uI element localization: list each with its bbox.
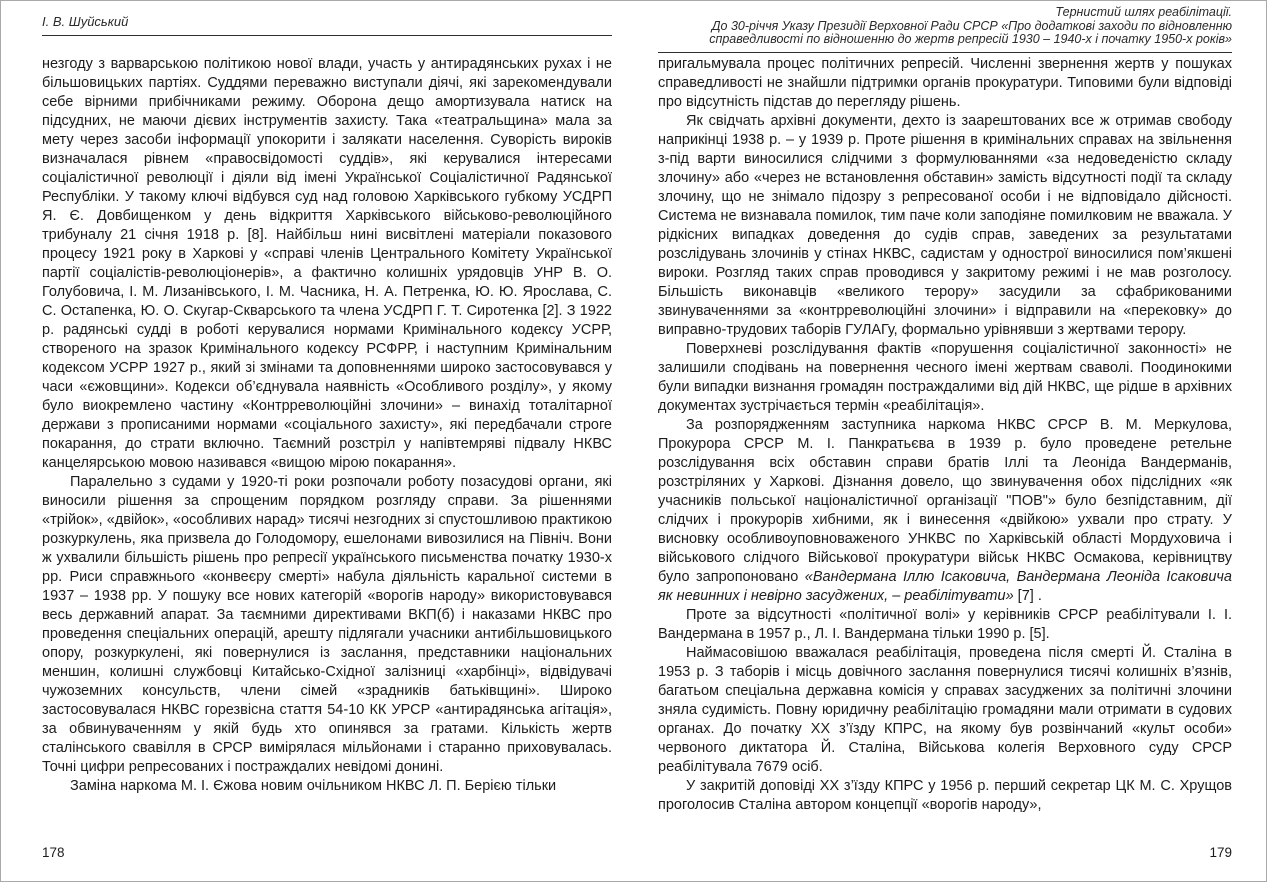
right-page <box>658 0 1232 882</box>
paragraph: Заміна наркома М. І. Єжова новим очільником НКВС Л. П. Берією тільки <box>70 778 557 794</box>
left-page <box>42 0 612 882</box>
chapter-title-line: Тернистий шлях реабілітації. <box>1055 5 1232 19</box>
paragraph: Поверхневі розслідування фактів «порушення соціалістичної законності» не залишили сподівань на повернення чесного імені жертвам сваволі. Поодинокими були випадки визнання громадян постраждалими від дій НКВС, ще рідше в архівних документах зустрічається термін «реабілітація». <box>658 341 1232 414</box>
page-number-right: 179 <box>1209 845 1232 860</box>
paragraph: пригальмувала процес політичних репресій. Численні звернення жертв у пошуках справедливості не знайшли підтримки органів прокуратури. Типовими були відповіді про відсутність підстав до перегляду рішень. <box>658 56 1232 110</box>
paragraph: Наймасовішою вважалася реабілітація, проведена після смерті Й. Сталіна в 1953 р. З таборів і місць довічного заслання повернулися тисячі колишніх в’язнів, багатьом спеціальна державна комісія у справах засуджених за політичні злочини зняла судимість. Повну юридичну реабілітацію громадяни мали отримати в судових органах. До початку ХХ з’їзду КПРС, на якому був розвінчаний «культ особи» червоного диктатора Й. Сталіна, Військова колегія Верховного суду СРСР реабілітувала 7679 осіб. <box>658 645 1232 775</box>
citation-reference: [7] . <box>1013 588 1042 604</box>
paragraph <box>658 416 1232 606</box>
paragraph: У закритій доповіді ХХ з’їзду КПРС у 1956 р. перший секретар ЦК М. С. Хрущов проголосив Сталіна автором концепції «ворогів народу», <box>658 778 1232 813</box>
page-number-left: 178 <box>42 845 65 860</box>
quoted-verdict-text: «Вандермана Іллю Ісаковича, Вандермана Леоніда Ісаковича як невинних і невірно засуджених, – реабілітувати» <box>658 569 1232 604</box>
right-running-header <box>658 6 1232 53</box>
left-page-body-text <box>42 55 612 845</box>
right-page-body-text <box>658 55 1232 845</box>
paragraph: незгоду з варварською політикою нової влади, участь у антирадянських рухах і не більшовицьких партіях. Суддями переважно виступали діячі, які зарекомендували себе вірними прибічниками режиму. Оборона дещо амортизувала натиск на підсудних, не маючи дієвих інструментів захисту. Така «театральщина» мала за мету через засоби інформації упокорити і залякати населення. Суворість вироків визначалася рівнем «правосвідомості суддів», які керувалися інтересами соціалістичної революції і діяли від імені Української Соціалістичної Радянської Республіки. У такому ключі відбувся суд над головою Харківського губкому УСДРП Я. Є. Довбищенком у день відкриття Харківського військово-революційного трибуналу 21 січня 1918 р. [8]. Найбільш нині висвітлені матеріали показового процесу 1921 року в Харкові у «справі членів Центрального Комітету Української партії соціалістів-революціонерів», а фактично колишніх урядовців УНР В. О. Голубовича, І. М. Лизанівського, І. М. Часника, Н. А. Петренка, Ю. Ю. Ярослава, С. С. Остапенка, Ю. О. Скугар-Скварського та члена УСДРП Г. Т. Сиротенка [2]. З 1922 р. радянські судді в роботі керувалися нормами Кримінального кодексу УСРР, створеного на зразок Кримінального кодексу РСФРР, і наступним Кримінальним кодексом УСРР 1927 р., який зі змінами та доповненнями широко застосовувався у часи «єжовщини». Кодекси об’єднувала наявність «Особливого розділу», у якому було виокремлено частину «Контрреволюційні злочини» – винахід тоталітарної держави з прописаними нормами «соціального захисту», які передбачали строге покарання, до страти включно. Таємний розстріл у напівтемряві підвалу НКВС канцелярською мовою називався «вищою мірою покарання». <box>42 56 612 471</box>
left-running-header <box>42 14 612 36</box>
paragraph: Як свідчать архівні документи, дехто із заарештованих все ж отримав свободу наприкінці 1938 р. – у 1939 р. Проте рішення в кримінальних справах на звільнення з-під варти виносилися слідчими з формулюваннями «за недоведеністю складу злочину» або «через не встановлення обставин» замість відсутності події та складу злочину, що не знімало підозру з репресованої особи і не відповідало дійсності. Система не визнавала помилок, тим паче коли заподіяне помилковим не вважала. У рідкісних випадках доведення до судів справ, заведених за результатами розслідувань злочинів у стінах НКВС, садистам у однострої виносилися пом’якшені вироки. Розгляд таких справ проводився у закритому режимі і не мав розголосу. Більшість виконавців «великого терору» засудили за сфабрикованими звинуваченнями за «контрреволюційні злочини» і відправили на «перековку» до виправно-трудових таборів ГУЛАГу, формально урівнявши з жертвами терору. <box>658 113 1232 338</box>
chapter-title-line: До 30-річчя Указу Президії Верховної Ради СРСР «Про додаткові заходи по відновленню <box>711 18 1232 33</box>
paragraph: Проте за відсутності «політичної волі» у керівників СРСР реабілітували І. І. Вандермана в 1957 р., Л. І. Вандермана тільки 1990 р. [5]. <box>658 607 1232 642</box>
paragraph: Паралельно з судами у 1920-ті роки розпочали роботу позасудові органи, які виносили рішення за спрощеним порядком розгляду справи. За рішеннями «трійок», «двійок», «особливих нарад» тисячі незгодних зі спустошливою практикою розкуркулень, яка призвела до Голодомору, ешелонами вивозилися на Північ. Вони ж ухвалили більшість рішень про репресії українського письменства початку 1930-х рр. Риси справжнього «конвеєру смерті» набула діяльність каральної системи в 1937 – 1938 рр. У пошуку все нових категорій «ворогів народу» використовувався весь державний апарат. За таємними директивами ВКП(б) і наказами НКВС про проведення спеціальних операцій, арешту підлягали учасники антибільшовицького опору, розкуркулені, які повернулися із заслання, представники національних меншин, колишні службовці Китайсько-Східної залізниці «харбінці», відвідувачі чужоземних консульств, члени сімей «зрадників батьківщині». Широко застосовувалася НКВС горезвісна стаття 54-10 КК УРСР «антирадянська агітація», за обвинуваченням у якій будь хто опинявся за гратами. Кількість жертв сталінського свавілля в СРСР вимірялася мільйонами і старанно приховувалась. Точні цифри репресованих і постраждалих невідомі донині. <box>42 474 612 775</box>
chapter-title-line: справедливості по відношенню до жертв репресій 1930 – 1940-х і початку 1950-х років» <box>709 32 1232 46</box>
author-name: І. В. Шуйський <box>42 14 129 29</box>
paragraph-text: За розпорядженням заступника наркома НКВС СРСР В. М. Меркулова, Прокурора СРСР М. І. Панкратьєва в 1939 р. було проведене ретельне розслідування всіх обставин справи братів Іллі та Леоніда Вандерманів, розстріляних у Харкові. Дізнання довело, що звинувачення обох підслідних «як учасників польської націоналістичної організації "ПОВ"» було безпідставним, дії слідчих і прокурорів хибними, як і винесення «двійкою» ухвали про страту. У висновку особливоуповноваженого УНКВС по Харківській області Мордуховича і військового слідчого Військової прокуратури військ НКВС Осмакова, керівництву було запропоновано <box>658 417 1232 585</box>
